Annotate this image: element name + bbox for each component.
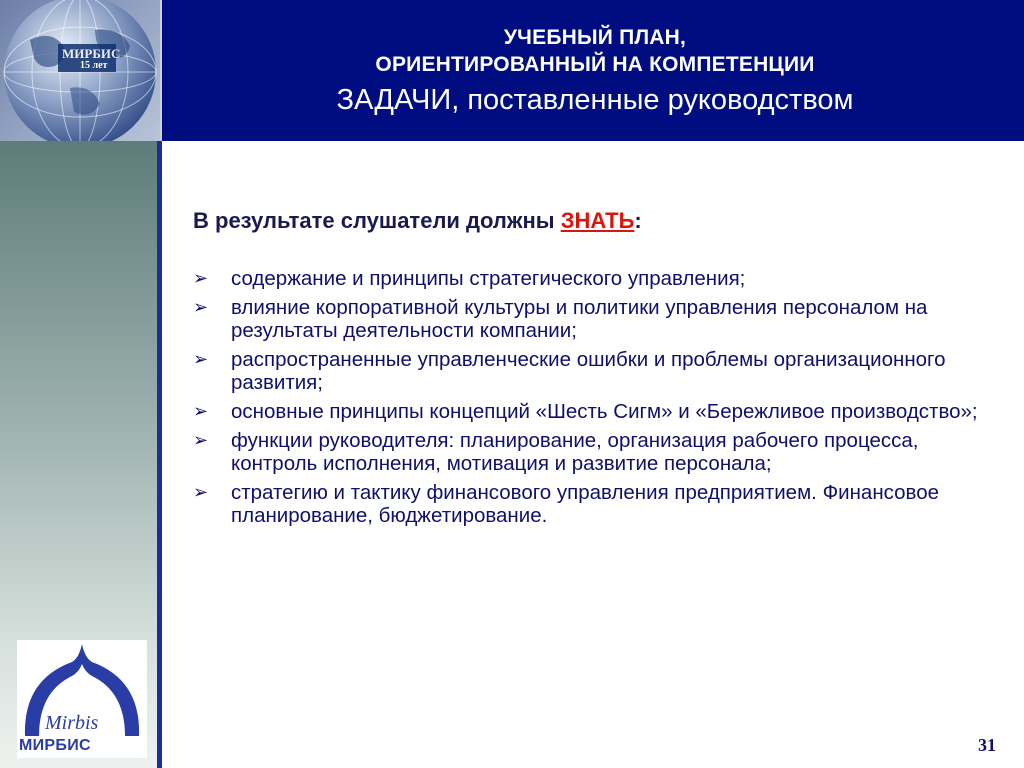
title-line-2: ОРИЕНТИРОВАННЫЙ НА КОМПЕТЕНЦИИ <box>375 53 815 76</box>
heading-highlight: ЗНАТЬ <box>560 208 635 233</box>
list-item <box>193 481 1003 527</box>
list-item <box>193 348 1003 394</box>
arrow-bullet-icon: ➢ <box>193 482 209 502</box>
heading-prefix: В результате слушатели должны <box>193 208 561 233</box>
list-item-text: стратегию и тактику финансового управления предприятием. Финансовое планирование, бюджетирование. <box>231 481 939 527</box>
globe-label: МИРБИС <box>62 46 121 61</box>
list-item <box>193 296 1003 342</box>
globe-logo <box>0 0 162 141</box>
logo-name: МИРБИС <box>19 737 91 754</box>
heading-suffix: : <box>634 208 642 233</box>
logo-script: Mirbis <box>45 712 99 734</box>
globe-badge: 15 лет <box>80 60 108 71</box>
page-number: 31 <box>978 735 996 755</box>
knowledge-heading <box>193 208 1003 234</box>
list-item-text: основные принципы концепций «Шесть Сигм» и «Бережливое производство»; <box>231 400 978 423</box>
list-item <box>193 400 1003 423</box>
list-item-text: содержание и принципы стратегического управления; <box>231 267 746 290</box>
list-item-text: влияние корпоративной культуры и политики управления персоналом на результаты деятельности компании; <box>231 296 928 342</box>
title-line-3: ЗАДАЧИ, поставленные руководством <box>336 84 854 116</box>
knowledge-list <box>193 267 1003 527</box>
main-content <box>193 208 1003 533</box>
arrow-bullet-icon: ➢ <box>193 401 209 421</box>
sidebar-divider <box>157 141 162 768</box>
list-item-text: распространенные управленческие ошибки и проблемы организационного развития; <box>231 348 946 394</box>
arrow-bullet-icon: ➢ <box>193 268 209 288</box>
list-item-text: функции руководителя: планирование, организация рабочего процесса, контроль исполнения, мотивация и развитие персонала; <box>231 429 919 475</box>
list-item <box>193 429 1003 475</box>
header-bar <box>0 0 1024 141</box>
mirbis-logo <box>17 640 147 758</box>
slide-title <box>180 24 1010 120</box>
list-item <box>193 267 1003 290</box>
arrow-bullet-icon: ➢ <box>193 349 209 369</box>
title-line-1: УЧЕБНЫЙ ПЛАН, <box>503 26 687 49</box>
arrow-bullet-icon: ➢ <box>193 430 209 450</box>
arrow-bullet-icon: ➢ <box>193 297 209 317</box>
